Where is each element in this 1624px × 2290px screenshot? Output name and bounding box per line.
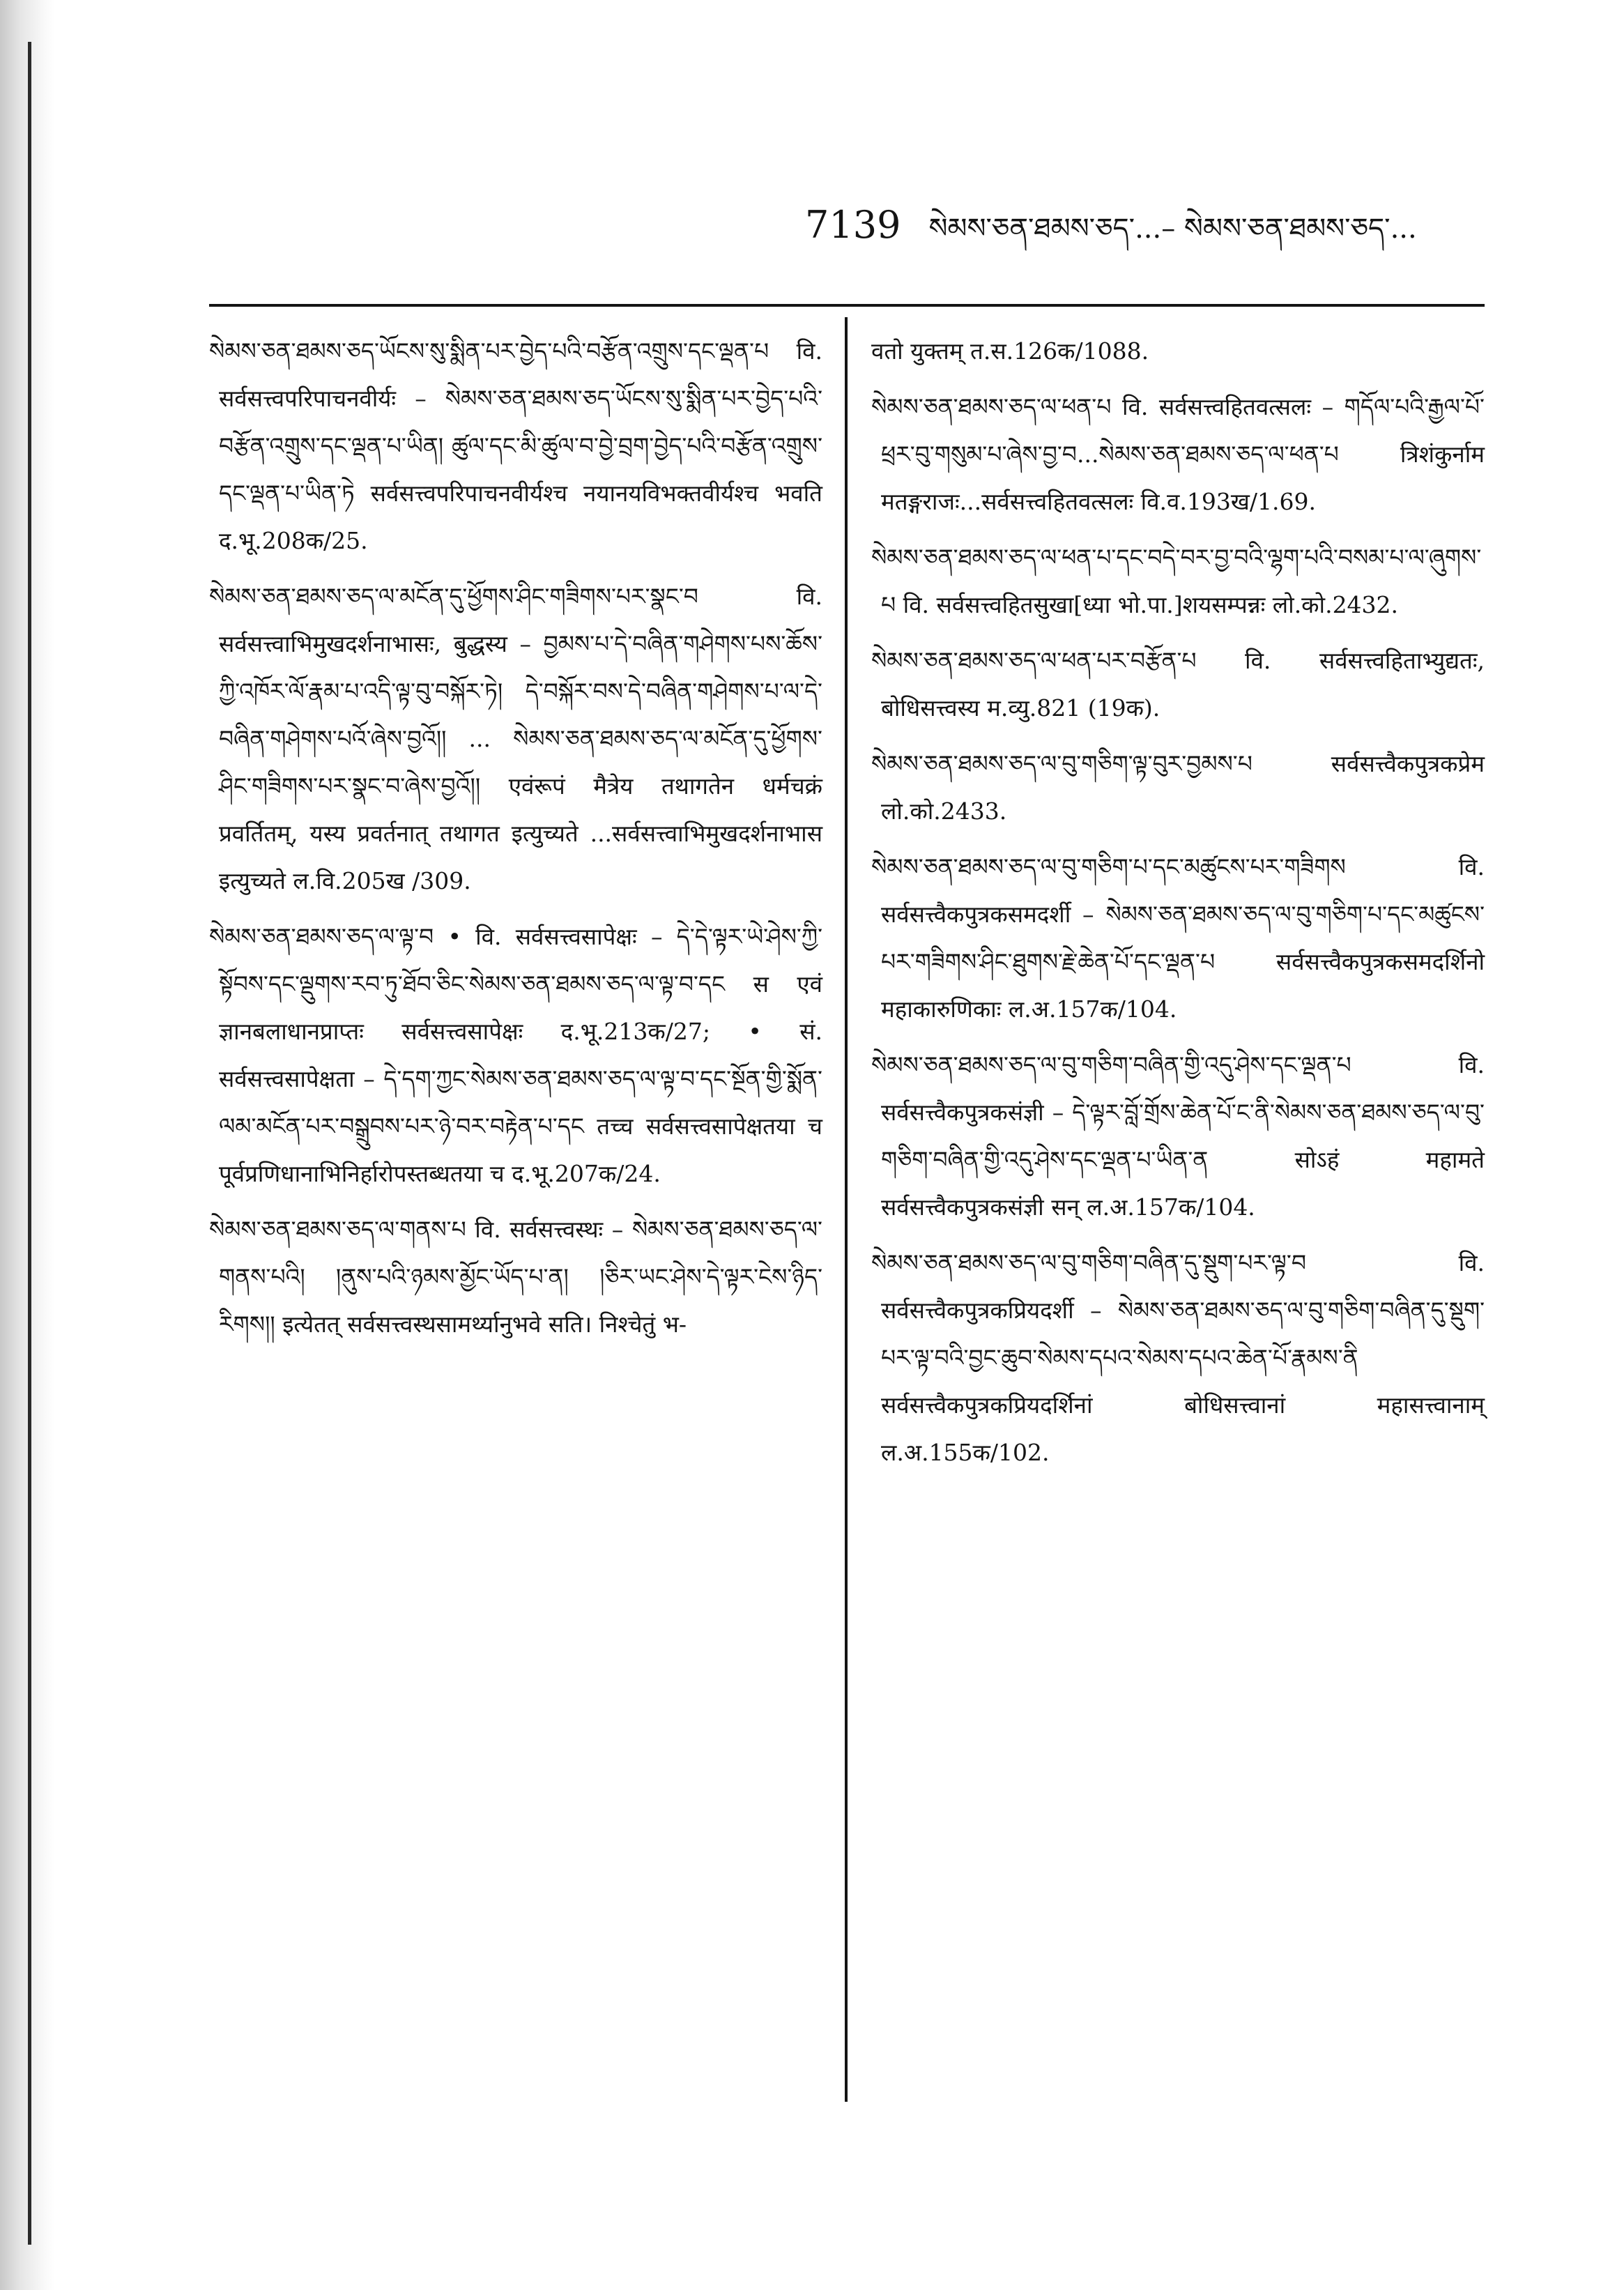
dictionary-entry: སེམས་ཅན་ཐམས་ཅད་ལ་གནས་པ वि. सर्वसत्त्वस्थः – སེམས་ཅན་ཐམས་ཅད་ལ་གནས་པའི། །ནུས་པའི་ཉམས་མྱོང་ཡོད་པ་ན། །ཅིར་ཡང་ཤེས་དེ་ལྟར་ངེས་ཉིད་རིགས།། इत्येतत् सर्वसत्त्वस्थसामर्थ्यानुभवे सति। निश्चेतुं भ- [209, 1216, 822, 1338]
page-number: 7139 [805, 203, 901, 247]
running-head-title: སེམས་ཅན་ཐམས་ཅད་...– སེམས་ཅན་ཐམས་ཅད་... [928, 213, 1417, 245]
dictionary-entry: སེམས་ཅན་ཐམས་ཅད་ལ་བུ་གཅིག་ལྟ་བུར་བྱམས་པ सर्वसत्त्वैकपुत्रकप्रेम लो.को.2433. [871, 750, 1485, 825]
column-divider [845, 317, 848, 2102]
dictionary-entry: སེམས་ཅན་ཐམས་ཅད་ལ་མངོན་དུ་ཕྱོགས་ཤིང་གཟིགས་པར་སྣང་བ वि. सर्वसत्त्वाभिमुखदर्शनाभासः, बुद्धस्य – བྱམས་པ་དེ་བཞིན་གཤེགས་པས་ཆོས་ཀྱི་འཁོར་ལོ་རྣམ་པ་འདི་ལྟ་བུ་བསྐོར་ཏེ། དེ་བསྐོར་བས་དེ་བཞིན་གཤེགས་པ་ལ་དེ་བཞིན་གཤེགས་པའོ་ཞེས་བྱའོ།། ... སེམས་ཅན་ཐམས་ཅད་ལ་མངོན་དུ་ཕྱོགས་ཤིང་གཟིགས་པར་སྣང་བ་ཞེས་བྱའོ།། एवंरूपं मैत्रेय तथागतेन धर्मचक्रं प्रवर्तितम्, यस्य प्रवर्तनात् तथागत इत्युच्यते ...सर्वसत्त्वाभिमुखदर्शनाभास इत्युच्यते ल.वि.205ख /309. [209, 583, 822, 894]
entry-continuation: वतो युक्तम् त.स.126क/1088. [871, 337, 1149, 365]
dictionary-entry: སེམས་ཅན་ཐམས་ཅད་ལ་ཕན་པར་བརྩོན་པ वि. सर्वसत्त्वहिताभ्युद्यतः, बोधिसत्त्वस्य म.व्यु.821 (19क). [871, 647, 1485, 722]
dictionary-entry: སེམས་ཅན་ཐམས་ཅད་ལ་བུ་གཅིག་བཞིན་དུ་སྡུག་པར་ལྟ་བ वि. सर्वसत्त्वैकपुत्रकप्रियदर्शी – སེམས་ཅན་ཐམས་ཅད་ལ་བུ་གཅིག་བཞིན་དུ་སྡུག་པར་ལྟ་བའི་བྱང་ཆུབ་སེམས་དཔའ་སེམས་དཔའ་ཆེན་པོ་རྣམས་ནི सर्वसत्त्वैकपुत्रकप्रियदर्शिनां बोधिसत्त्वानां महासत्त्वानाम् ल.अ.155क/102. [871, 1249, 1485, 1466]
dictionary-entry: སེམས་ཅན་ཐམས་ཅད་ལ་ལྟ་བ • वि. सर्वसत्त्वसापेक्षः – དེ་དེ་ལྟར་ཡེ་ཤེས་ཀྱི་སྟོབས་དང་ལྡུགས་རབ་ཏུ་ཐོབ་ཅིང་སེམས་ཅན་ཐམས་ཅད་ལ་ལྟ་བ་དང स एवं ज्ञानबलाधानप्राप्तः सर्वसत्त्वसापेक्षः द.भू.213क/27; • सं. सर्वसत्त्वसापेक्षता – དེ་དག་ཀྱང་སེམས་ཅན་ཐམས་ཅད་ལ་ལྟ་བ་དང་སྔོན་གྱི་སྨོན་ལམ་མངོན་པར་བསྒྲུབས་པར་ཉེ་བར་བརྟེན་པ་དང तच्च सर्वसत्त्वसापेक्षतया च पूर्वप्रणिधानाभिनिर्हारोपस्तब्धतया च द.भू.207क/24. [209, 923, 822, 1187]
running-head [805, 197, 1502, 252]
dictionary-entry: སེམས་ཅན་ཐམས་ཅད་ལ་ཕན་པ वि. सर्वसत्त्वहितवत्सलः – གདོལ་པའི་རྒྱལ་པོ་ཕྲར་བུ་གསུམ་པ་ཞེས་བྱ་བ...སེམས་ཅན་ཐམས་ཅད་ལ་ཕན་པ त्रिशंकुर्नाम मतङ्गराजः...सर्वसत्त्वहितवत्सलः वि.व.193ख/1.69. [871, 393, 1485, 515]
dictionary-entry: སེམས་ཅན་ཐམས་ཅད་ལ་བུ་གཅིག་པ་དང་མཚུངས་པར་གཟིགས वि. सर्वसत्त्वैकपुत्रकसमदर्शी – སེམས་ཅན་ཐམས་ཅད་ལ་བུ་གཅིག་པ་དང་མཚུངས་པར་གཟིགས་ཤིང་ཐུགས་རྗེ་ཆེན་པོ་དང་ལྡན་པ सर्वसत्त्वैकपुत्रकसमदर्शिनो महाकारुणिकाः ल.अ.157क/104. [871, 853, 1485, 1023]
right-column [871, 328, 1485, 1485]
header-rule [209, 304, 1485, 307]
page-binding-edge [0, 0, 54, 2290]
left-column [209, 328, 822, 1357]
dictionary-entry: སེམས་ཅན་ཐམས་ཅད་ལ་ཕན་པ་དང་བདེ་བར་བྱ་བའི་ལྷག་པའི་བསམ་པ་ལ་ཞུགས་པ वि. सर्वसत्त्वहितसुखा[ध्या भो.पा.]शयसम्पन्नः लो.को.2432. [871, 544, 1482, 618]
dictionary-entry: སེམས་ཅན་ཐམས་ཅད་ལ་བུ་གཅིག་བཞིན་གྱི་འདུ་ཤེས་དང་ལྡན་པ वि. सर्वसत्त्वैकपुत्रकसंज्ञी – དེ་ལྟར་བློ་གྲོས་ཆེན་པོ་ང་ནི་སེམས་ཅན་ཐམས་ཅད་ལ་བུ་གཅིག་བཞིན་གྱི་འདུ་ཤེས་དང་ལྡན་པ་ཡིན་ན सोऽहं महामते सर्वसत्त्वैकपुत्रकसंज्ञी सन् ल.अ.157क/104. [871, 1051, 1485, 1221]
binding-line [28, 42, 31, 2245]
dictionary-entry: སེམས་ཅན་ཐམས་ཅད་ཡོངས་སུ་སྨིན་པར་བྱེད་པའི་བརྩོན་འགྲུས་དང་ལྡན་པ वि. सर्वसत्त्वपरिपाचनवीर्यः – སེམས་ཅན་ཐམས་ཅད་ཡོངས་སུ་སྨིན་པར་བྱེད་པའི་བརྩོན་འགྲུས་དང་ལྡན་པ་ཡིན། ཚུལ་དང་མི་ཚུལ་བ་བྱེ་བྲག་བྱེད་པའི་བརྩོན་འགྲུས་དང་ལྡན་པ་ཡིན་ཏེ सर्वसत्त्वपरिपाचनवीर्यश्च नयानयविभक्तवीर्यश्च भवति द.भू.208क/25. [209, 337, 822, 554]
